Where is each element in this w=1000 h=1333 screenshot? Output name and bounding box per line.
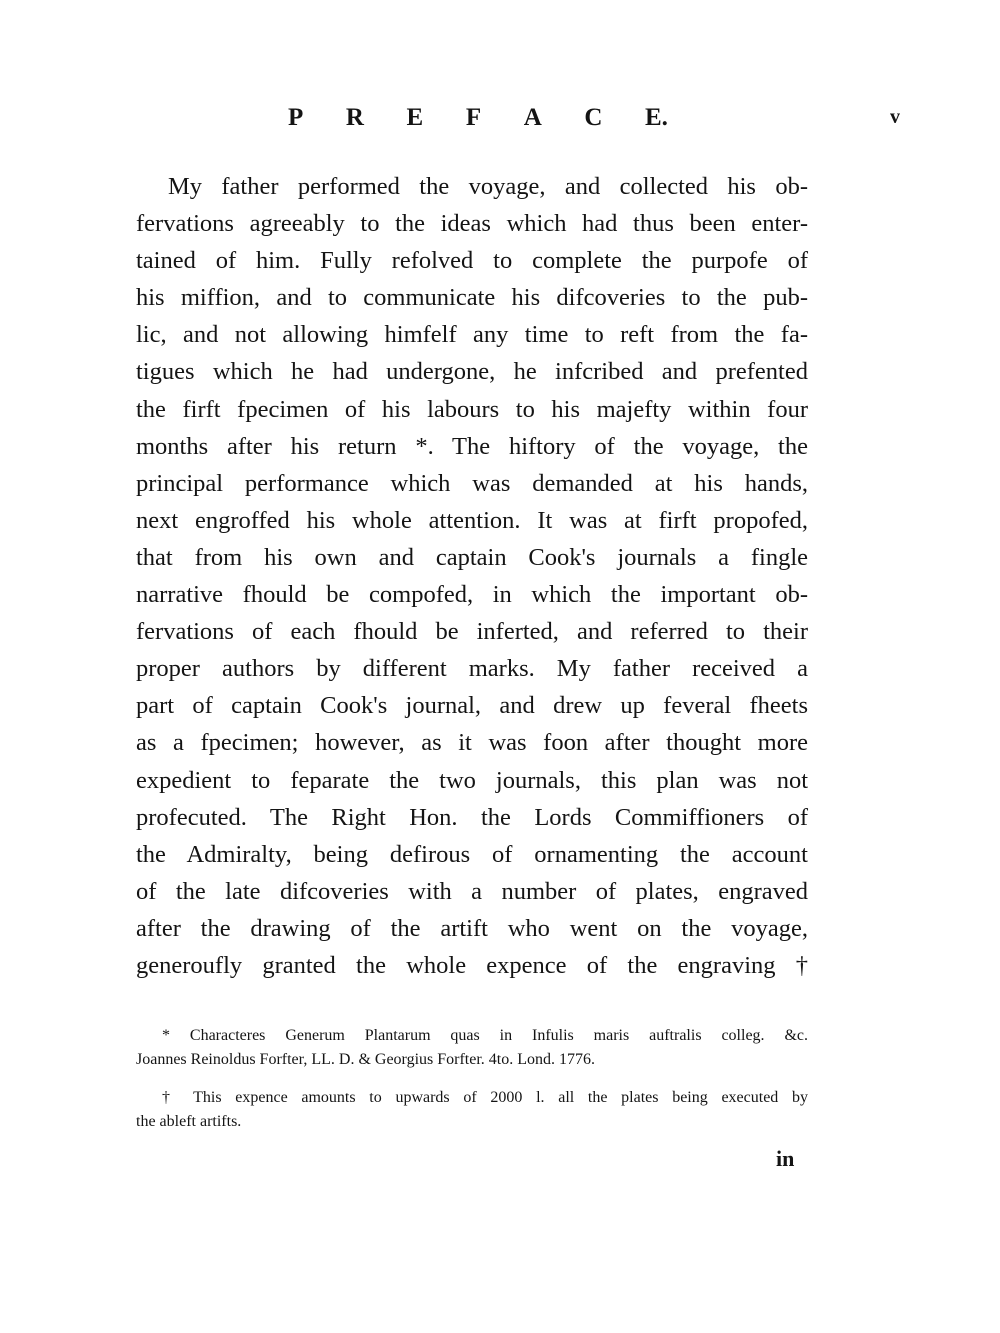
text-line: profecuted. The Right Hon. the Lords Commiffioners of xyxy=(136,803,808,831)
body-text xyxy=(136,168,808,984)
text-line: expedient to feparate the two journals, this plan was not xyxy=(136,766,808,794)
text-line: proper authors by different marks. My father received a xyxy=(136,655,808,683)
text-line: lic, and not allowing himfelf any time to reft from the fa- xyxy=(136,321,808,349)
text-line: next engroffed his whole attention. It was at firft propofed, xyxy=(136,506,808,534)
text-line: fervations agreeably to the ideas which had thus been enter- xyxy=(136,210,808,238)
text-line: his miffion, and to communicate his difcoveries to the pub- xyxy=(136,284,808,312)
running-head-letter: C xyxy=(584,104,603,131)
text-line: tigues which he had undergone, he infcribed and prefented xyxy=(136,358,808,386)
footnote-dagger xyxy=(136,1086,808,1134)
text-line: generoufly granted the whole expence of the engraving † xyxy=(136,951,808,979)
footnote-asterisk xyxy=(136,1024,808,1072)
text-line: narrative fhould be compofed, in which the important ob- xyxy=(136,581,808,609)
footnotes xyxy=(136,1024,808,1134)
text-line: tained of him. Fully refolved to complete the purpofe of xyxy=(136,247,808,275)
text-line: as a fpecimen; however, as it was foon after thought more xyxy=(136,729,808,757)
footnote-line: the ableft artifts. xyxy=(136,1113,242,1130)
running-head-letter: F xyxy=(465,104,482,131)
running-head-letter: E. xyxy=(645,104,668,131)
text-line: fervations of each fhould be inferted, and referred to their xyxy=(136,618,808,646)
text-line: after the drawing of the artift who went on the voyage, xyxy=(136,914,808,942)
text-line: of the late difcoveries with a number of plates, engraved xyxy=(136,877,808,905)
text-line: the Admiralty, being defirous of ornamenting the account xyxy=(136,840,808,868)
running-head-letter: P xyxy=(288,104,304,131)
text-line: principal performance which was demanded at his hands, xyxy=(136,469,808,497)
running-head-letter: R xyxy=(345,104,364,131)
running-head-letter: A xyxy=(523,104,542,131)
running-head-preface xyxy=(288,104,668,132)
footnote-line: Joannes Reinoldus Forfter, LL. D. & Georgius Forfter. 4to. Lond. 1776. xyxy=(136,1051,596,1068)
text-line: My father performed the voyage, and collected his ob- xyxy=(168,173,808,200)
text-line: part of captain Cook's journal, and drew up feveral fheets xyxy=(136,692,808,720)
running-head-letter: E xyxy=(406,104,424,131)
text-line: months after his return *. The hiftory of the voyage, the xyxy=(136,432,808,460)
footnote-line: * Characteres Generum Plantarum quas in Infulis maris auftralis colleg. &c. xyxy=(162,1027,808,1044)
catchword: in xyxy=(776,1146,795,1171)
signature-mark: v xyxy=(890,106,900,128)
text-line: that from his own and captain Cook's journals a fingle xyxy=(136,543,808,571)
footnote-line: † This expence amounts to upwards of 2000 l. all the plates being executed by xyxy=(162,1089,808,1106)
text-line: the firft fpecimen of his labours to his majefty within four xyxy=(136,395,808,423)
